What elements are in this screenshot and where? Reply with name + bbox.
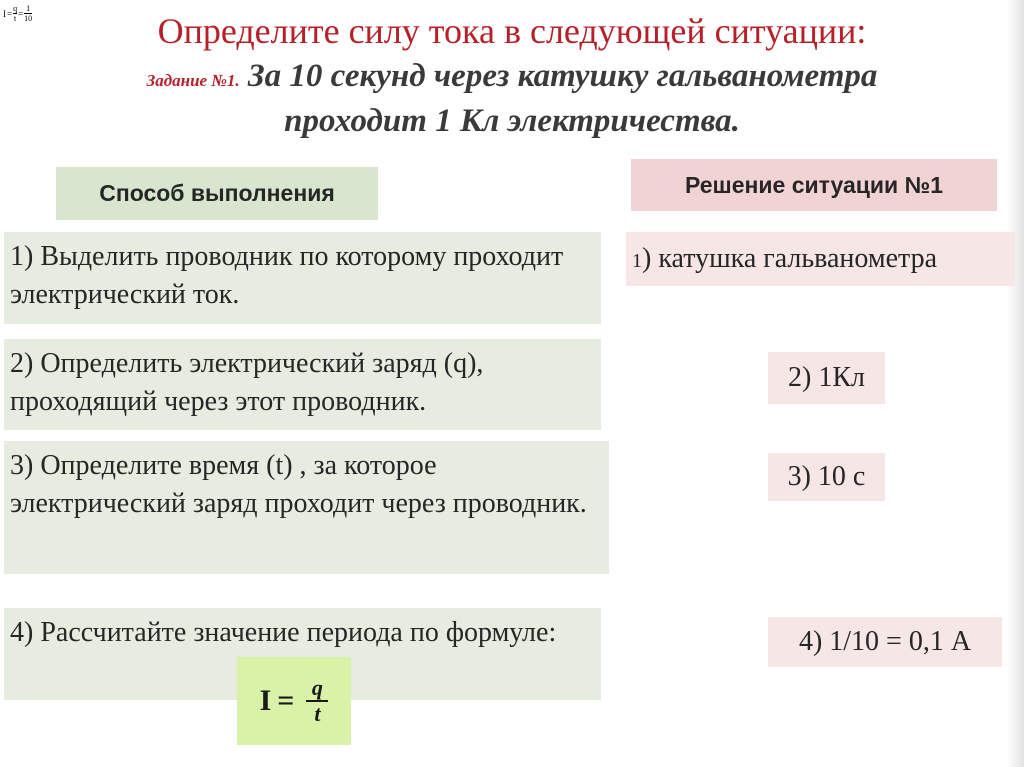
task-statement-line-1 bbox=[0, 58, 1024, 95]
answer-1-number: 1 bbox=[632, 249, 642, 272]
mini-fraction-1-num: q bbox=[13, 4, 18, 13]
mini-fraction-2-den: 10 bbox=[24, 14, 33, 23]
current-formula bbox=[237, 657, 351, 745]
formula-lhs: I bbox=[259, 684, 272, 717]
answer-3: 3) 10 с bbox=[768, 453, 885, 501]
answer-1 bbox=[626, 232, 1015, 286]
mini-fraction-1-den: t bbox=[13, 14, 17, 23]
mini-fraction-2-num: 1 bbox=[26, 4, 31, 13]
formula-fraction bbox=[306, 677, 328, 725]
step-3: 3) Определите время (t) , за которое электрический заряд проходит через проводник. bbox=[4, 441, 609, 574]
answer-1-text: ) катушка гальванометра bbox=[642, 243, 938, 274]
method-header: Способ выполнения bbox=[56, 167, 378, 220]
step-1: 1) Выделить проводник по которому проходит электрический ток. bbox=[4, 232, 601, 324]
answer-2: 2) 1Кл bbox=[768, 352, 885, 404]
task-statement-text-1: За 10 секунд через катушку гальванометра bbox=[239, 58, 878, 94]
solution-header: Решение ситуации №1 bbox=[631, 159, 997, 211]
formula-equals: = bbox=[277, 684, 295, 717]
formula-numerator: q bbox=[311, 675, 323, 700]
mini-formula-lhs: I bbox=[3, 8, 6, 19]
formula-denominator: t bbox=[314, 701, 321, 726]
mini-formula: I = $\frac{q}{t}$ = $\frac{1}{10}$ bbox=[3, 4, 33, 23]
step-4: 4) Рассчитайте значение периода по формуле: bbox=[4, 608, 601, 700]
task-label: Задание №1. bbox=[146, 71, 240, 90]
step-2: 2) Определить электрический заряд (q), проходящий через этот проводник. bbox=[4, 339, 601, 430]
slide-title: Определите силу тока в следующей ситуации: bbox=[157, 11, 867, 51]
task-statement-line-2: проходит 1 Кл электричества. bbox=[284, 103, 740, 139]
answer-4: 4) 1/10 = 0,1 А bbox=[768, 617, 1002, 667]
